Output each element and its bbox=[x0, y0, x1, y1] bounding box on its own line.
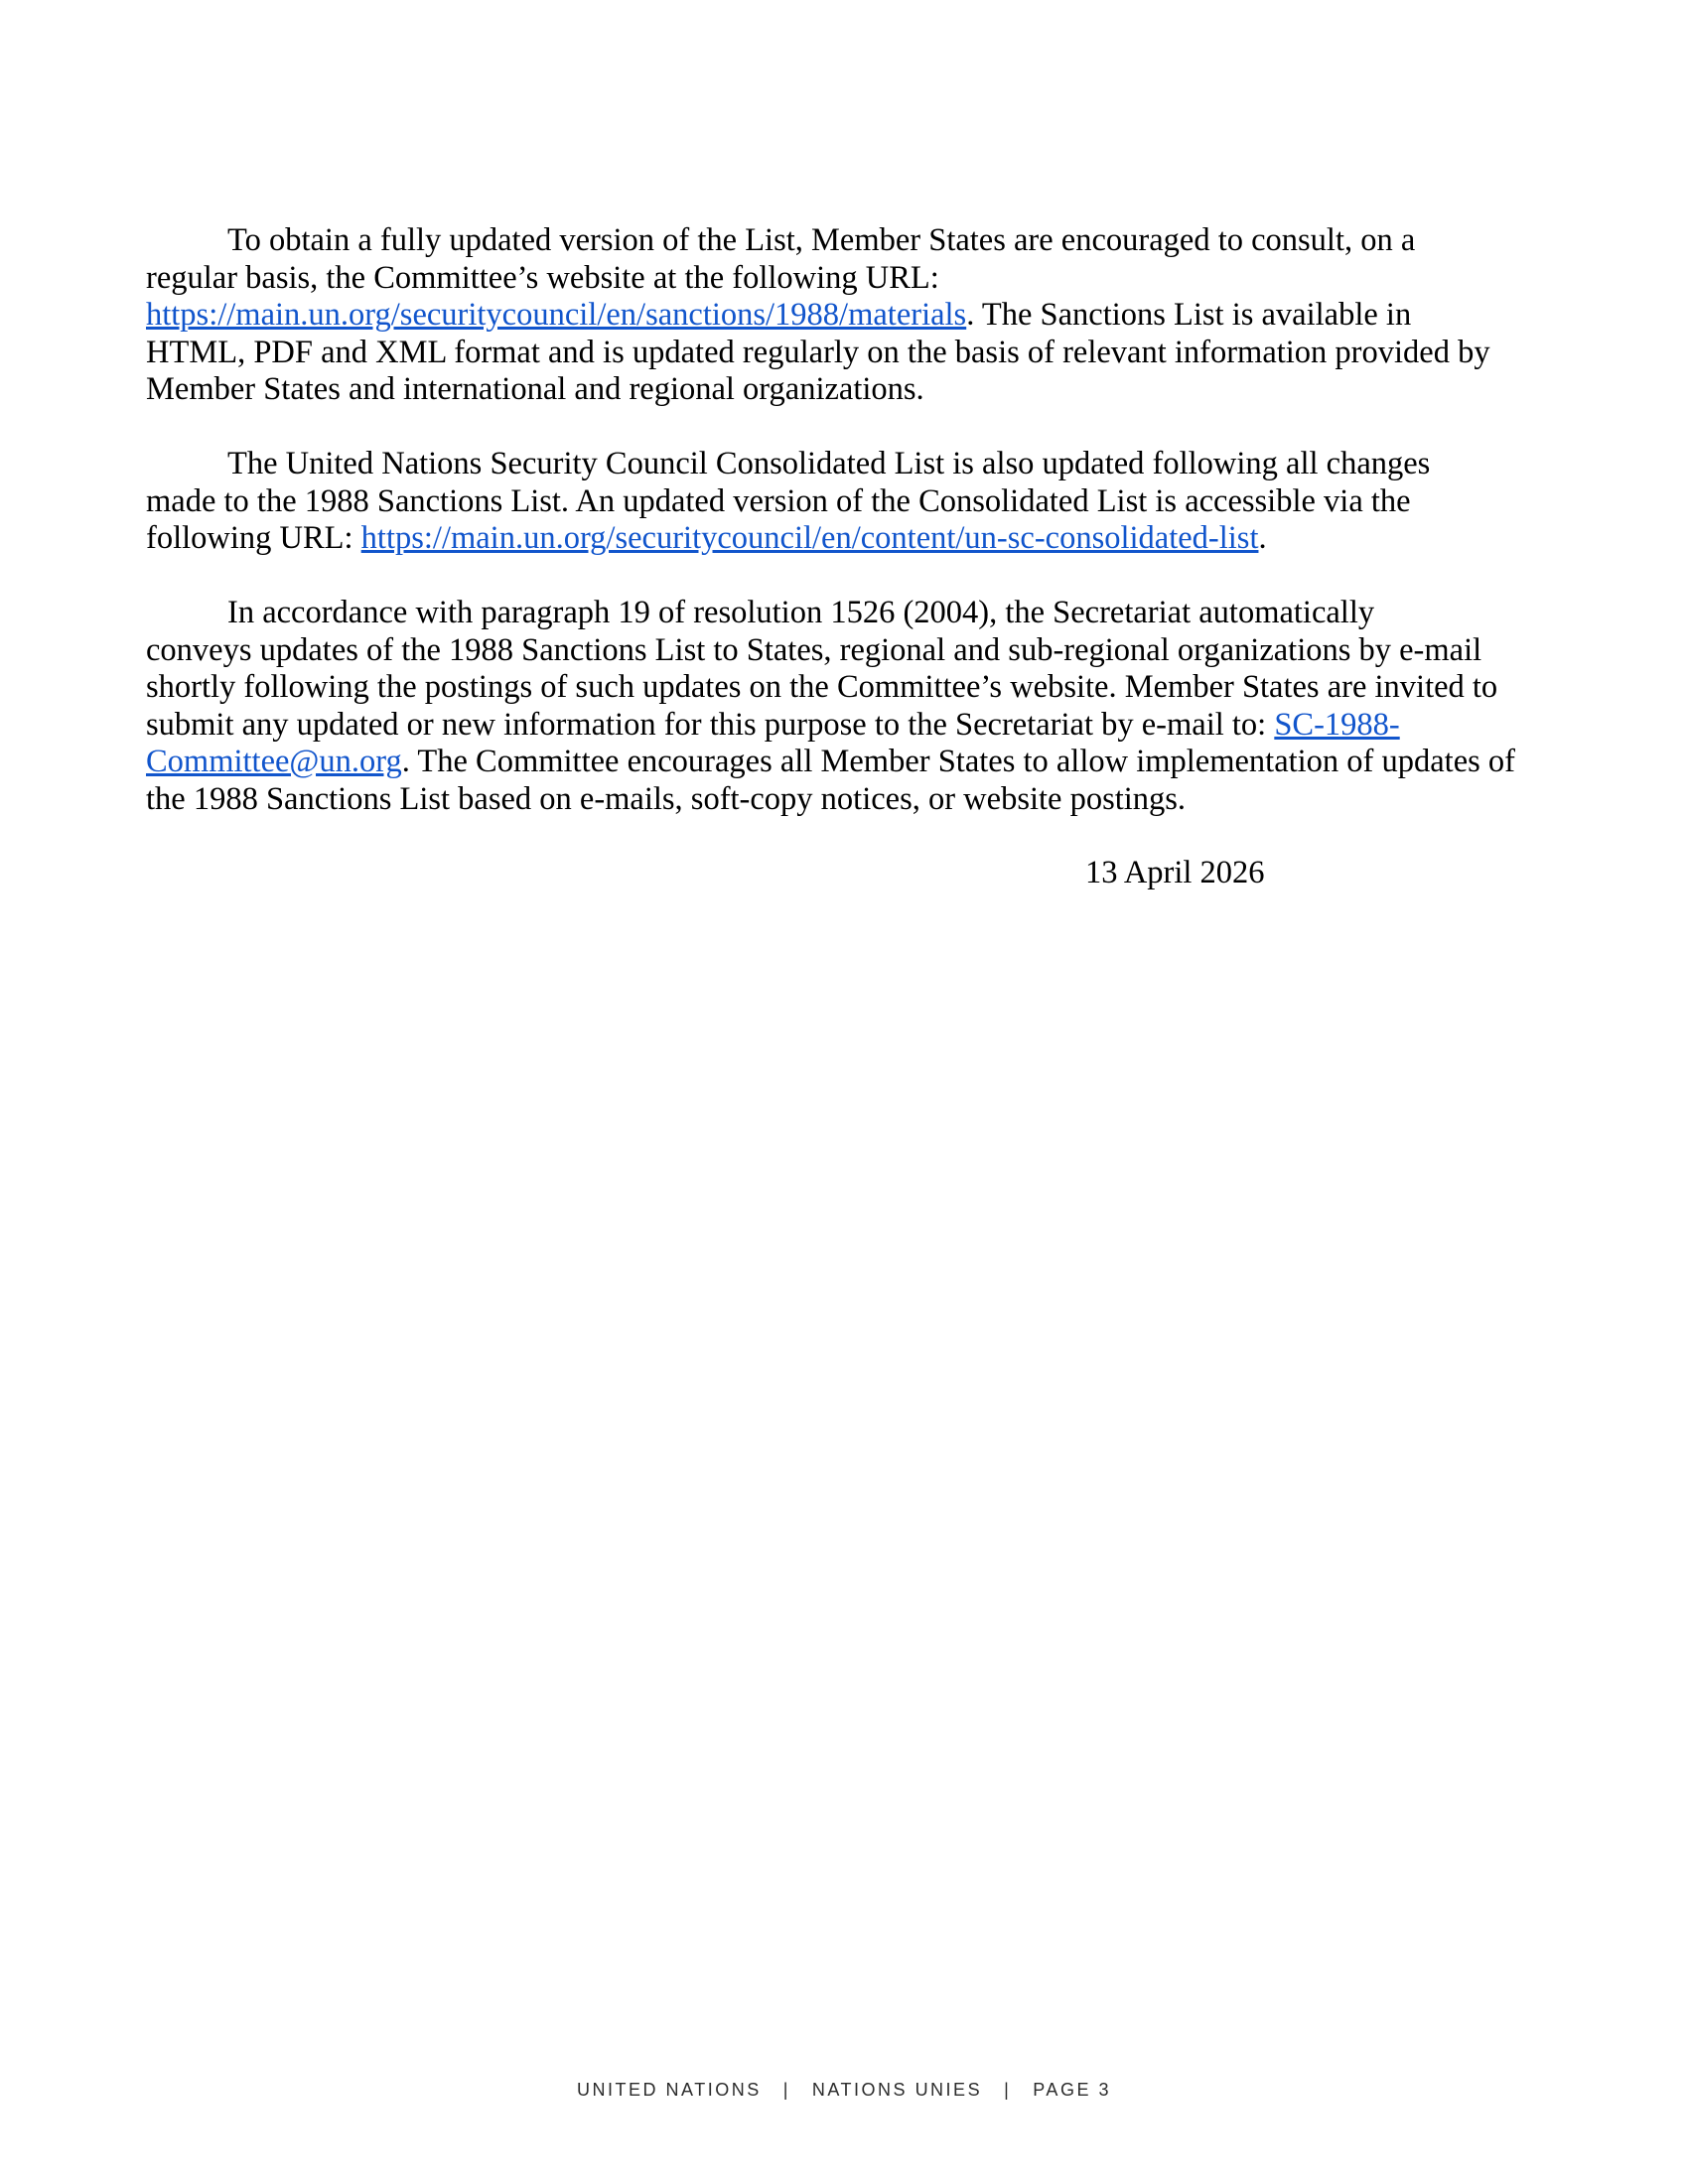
footer-separator: | bbox=[1004, 2080, 1012, 2100]
footer-item: PAGE 3 bbox=[1033, 2080, 1111, 2100]
text-line bbox=[146, 595, 1556, 632]
hyperlink[interactable]: Committee@un.org bbox=[146, 744, 402, 779]
text-line bbox=[146, 335, 1556, 372]
text-segment: The United Nations Security Council Consolidated List is also updated following all changes bbox=[227, 446, 1431, 481]
text-line bbox=[146, 371, 1556, 409]
hyperlink[interactable]: SC-1988- bbox=[1274, 706, 1400, 743]
text-segment: . bbox=[1258, 520, 1267, 556]
footer-item: UNITED NATIONS bbox=[577, 2080, 762, 2100]
hyperlink[interactable]: https://main.un.org/securitycouncil/en/sanctions/1988/materials bbox=[146, 297, 967, 333]
text-segment: shortly following the postings of such updates on the Committee’s website. Member States are invited to bbox=[146, 669, 1498, 705]
text-line bbox=[146, 744, 1556, 781]
text-line bbox=[146, 260, 1556, 298]
text-segment: following URL: bbox=[146, 520, 361, 556]
hyperlink[interactable]: https://main.un.org/securitycouncil/en/content/un-sc-consolidated-list bbox=[360, 520, 1259, 556]
text-line bbox=[146, 520, 1556, 558]
text-line bbox=[146, 669, 1556, 707]
text-line bbox=[146, 483, 1556, 521]
paragraph-1 bbox=[146, 222, 1556, 409]
text-line bbox=[146, 297, 1556, 335]
text-segment: . The Sanctions List is available in bbox=[966, 297, 1412, 333]
text-segment: To obtain a fully updated version of the List, Member States are encouraged to consult, on a bbox=[227, 222, 1416, 258]
text-line bbox=[146, 632, 1556, 670]
text-segment: made to the 1988 Sanctions List. An updated version of the Consolidated List is accessible via the bbox=[146, 482, 1411, 519]
text-line bbox=[146, 446, 1556, 483]
text-segment: . The Committee encourages all Member States to allow implementation of updates of bbox=[401, 744, 1515, 779]
text-line bbox=[146, 781, 1556, 819]
text-segment: Member States and international and regional organizations. bbox=[146, 371, 924, 407]
text-segment: conveys updates of the 1988 Sanctions List to States, regional and sub-regional organizations by e-mail bbox=[146, 631, 1482, 668]
paragraph-2 bbox=[146, 446, 1556, 558]
paragraph-3 bbox=[146, 595, 1556, 818]
text-segment: In accordance with paragraph 19 of resolution 1526 (2004), the Secretariat automatically bbox=[227, 595, 1375, 630]
text-segment: HTML, PDF and XML format and is updated regularly on the basis of relevant information provided by bbox=[146, 334, 1490, 370]
page-footer bbox=[0, 2079, 1688, 2101]
text-line bbox=[146, 707, 1556, 745]
text-segment: submit any updated or new information for this purpose to the Secretariat by e-mail to: bbox=[146, 706, 1275, 743]
footer-item: NATIONS UNIES bbox=[811, 2080, 983, 2100]
date-line: 13 April 2026 bbox=[1085, 855, 1265, 890]
text-line bbox=[146, 222, 1556, 260]
footer-separator: | bbox=[782, 2080, 790, 2100]
document-body bbox=[146, 222, 1556, 856]
text-segment: regular basis, the Committee’s website at the following URL: bbox=[146, 259, 939, 296]
text-segment: the 1988 Sanctions List based on e-mails, soft-copy notices, or website postings. bbox=[146, 780, 1187, 817]
